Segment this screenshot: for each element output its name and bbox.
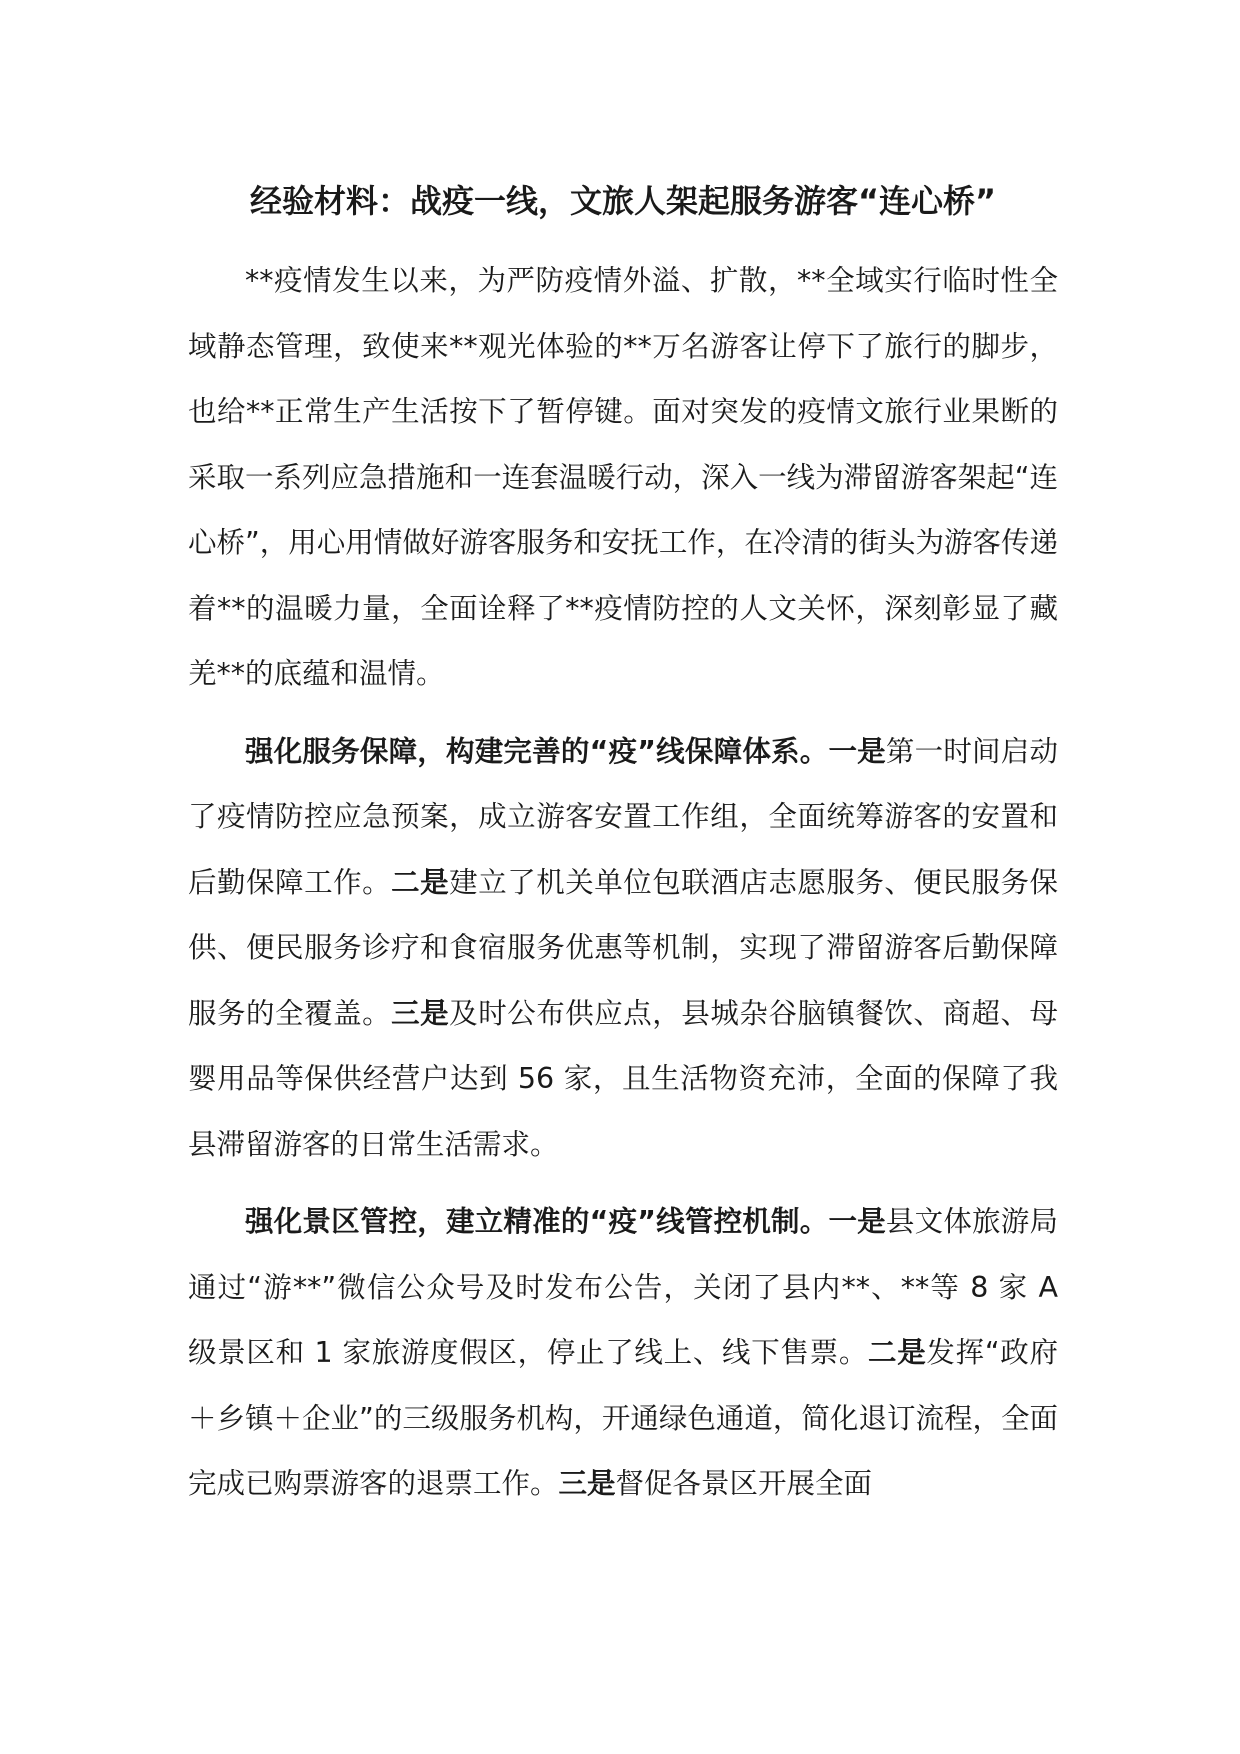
document-title: 经验材料：战疫一线，文旅人架起服务游客“连心桥” [249, 182, 997, 220]
point-text: 督促各景区开展全面 [615, 1467, 873, 1500]
point-marker: 三是 [391, 996, 450, 1030]
point-text: 建立了机关单位包联酒店志愿服务、便民服务保供、便民服务诊疗和食宿服务优惠等机制，实现了滞留游客后勤保障服务的全覆盖。 [188, 865, 1058, 1030]
point-text: 第一时间启动了疫情防控应急预案，成立游客安置工作组，全面统筹游客的安置和后勤保障工作。 [188, 734, 1058, 899]
point-marker: 三是 [558, 1467, 616, 1500]
intro-paragraph: **疫情发生以来，为严防疫情外溢、扩散，**全域实行临时性全域静态管理，致使来**观光体验的**万名游客让停下了旅行的脚步，也给**正常生产生活按下了暂停键。面对突发的疫情文旅行业果断的采取一系列应急措施和一连套温暖行动，深入一线为滞留游客架起“连心桥”，用心用情做好游客服务和安抚工作，在冷清的街头为游客传递着**的温暖力量，全面诠释了**疫情防控的人文关怀，深刻彰显了藏羌**的底蕴和温情。 [188, 264, 1058, 690]
point-marker: 二是 [391, 865, 450, 899]
point-marker: 一是 [828, 734, 886, 768]
document-page [188, 168, 1058, 1517]
section-scenic-control [188, 1189, 1058, 1517]
section-heading: 强化服务保障，构建完善的“疫”线保障体系。 [245, 734, 829, 768]
point-text: 发挥“政府＋乡镇＋企业”的三级服务机构，开通绿色通道，简化退订流程，全面完成已购票游客的退票工作。 [188, 1336, 1058, 1500]
point-marker: 二是 [868, 1336, 927, 1369]
section-service-guarantee [188, 719, 1058, 1178]
point-text: 及时公布供应点，县城杂谷脑镇餐饮、商超、母婴用品等保供经营户达到 56 家，且生活物资充沛，全面的保障了我县滞留游客的日常生活需求。 [188, 996, 1058, 1161]
section-heading: 强化景区管控，建立精准的“疫”线管控机制。 [245, 1205, 829, 1238]
point-text: 县文体旅游局通过“游**”微信公众号及时发布公告，关闭了县内**、**等 8 家 A 级景区和 1 家旅游度假区，停止了线上、线下售票。 [188, 1205, 1058, 1369]
point-marker: 一是 [828, 1205, 886, 1238]
